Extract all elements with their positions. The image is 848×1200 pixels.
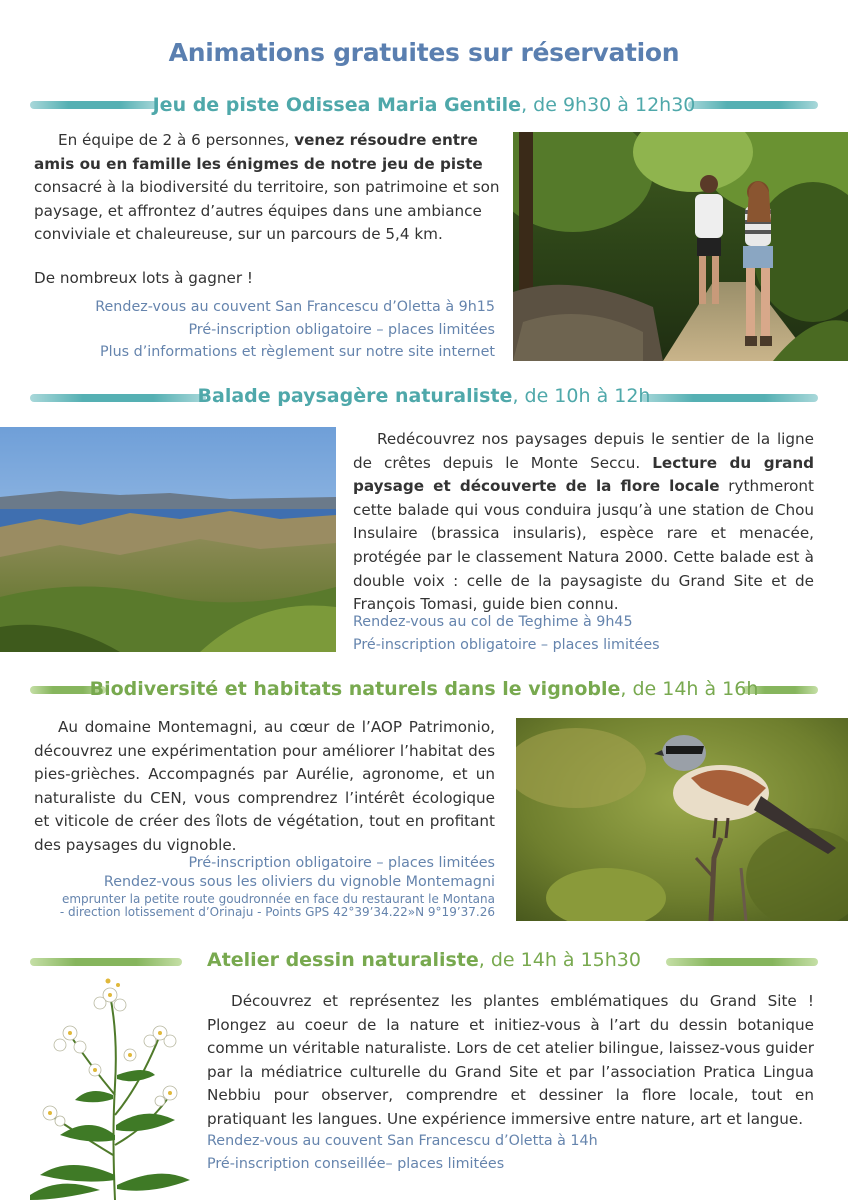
forest-trail-photo [513, 132, 848, 361]
section-1-info [40, 296, 495, 364]
section-2-text-a: Redécouvrez nos paysages depuis le sentier de la ligne de crêtes depuis le Monte Seccu. [353, 430, 814, 472]
section-2-meeting-point: Rendez-vous au col de Teghime à 9h45 [353, 614, 633, 630]
section-1-title-time: , de 9h30 à 12h30 [521, 94, 696, 116]
section-1-text-a: En équipe de 2 à 6 personnes, [58, 131, 295, 149]
section-4-registration: Pré-inscription conseillée– places limitées [207, 1155, 505, 1172]
page-title: Animations gratuites sur réservation [168, 38, 680, 67]
section-3-directions-line-2: - direction lotissement d’Orinaju - Points GPS 42°39’34.22»N 9°19’37.26 [59, 904, 495, 919]
section-3-title [0, 677, 848, 701]
section-4-title [0, 948, 848, 972]
section-1-title-name: Jeu de piste Odissea Maria Gentile [152, 94, 522, 116]
section-1-text-c: consacré à la biodiversité du territoire, son patrimoine et son paysage, et affrontez d’autres équipes dans une ambiance conviviale et chaleureuse, sur un parcours de 5,4 km. [34, 178, 500, 244]
section-2-text-bold: Lecture du grand paysage et découverte de la flore locale [353, 453, 815, 496]
botanical-flower-illustration [20, 975, 200, 1200]
section-3-paragraph: Au domaine Montemagni, au cœur de l’AOP Patrimonio, découvrez une expérimentation pour améliorer l’habitat des pies-grièches. Accompagnés par Aurélie, agronome, et un naturaliste du CEN, vous comprendrez l’intérêt écologique et viticole de créer des îlots de végétation, tout en profitant des paysages du vignoble. [34, 718, 495, 854]
section-1-more-info: Plus d’informations et règlement sur notre site internet [99, 344, 495, 361]
section-2-title [0, 384, 848, 408]
section-2-title-time: , de 10h à 12h [512, 385, 651, 407]
section-2-title-name: Balade paysagère naturaliste [197, 385, 513, 407]
section-3-meeting-point: Rendez-vous sous les oliviers du vignoble Montemagni [103, 874, 495, 890]
section-4-title-name: Atelier dessin naturaliste [207, 949, 479, 971]
section-1-meeting-point: Rendez-vous au couvent San Francescu d’Oletta à 9h15 [95, 299, 495, 315]
section-2-registration: Pré-inscription obligatoire – places limitées [353, 636, 660, 653]
mountain-landscape-photo [0, 427, 336, 652]
section-2-info [353, 611, 814, 656]
section-1-title [0, 93, 848, 117]
section-3-directions-line-1: emprunter la petite route goudronnée en face du restaurant le Montana [61, 892, 495, 906]
section-4-meeting-point: Rendez-vous au couvent San Francescu d’Oletta à 14h [207, 1133, 598, 1149]
section-3-directions [20, 893, 495, 918]
section-1-text-bold: venez résoudre entre amis ou en famille les énigmes de notre jeu de piste [34, 131, 483, 173]
section-3-title-time: , de 14h à 16h [620, 678, 759, 700]
section-2-text-c: rythmeront cette balade qui vous conduira jusqu’à une station de Chou Insulaire (brassica insularis), espèce rare et menacée, protégée par le classement Natura 2000. Cette balade est à double voix : celle de la paysagiste du Grand Site et de François Tomasi, guide bien connu. [353, 477, 815, 614]
section-2-paragraph [353, 428, 814, 617]
shrike-bird-photo [516, 718, 848, 921]
section-1-paragraph [34, 129, 500, 247]
section-1-prizes: De nombreux lots à gagner ! [34, 269, 253, 287]
section-1-registration: Pré-inscription obligatoire – places limitées [188, 321, 495, 338]
section-3-title-name: Biodiversité et habitats naturels dans le vignoble [89, 678, 621, 700]
section-3-registration: Pré-inscription obligatoire – places limitées [188, 855, 495, 871]
section-4-paragraph: Découvrez et représentez les plantes emblématiques du Grand Site ! Plongez au coeur de la nature et initiez-vous à l’art du dessin botanique comme un véritable naturaliste. Lors de cet atelier bilingue, laissez-vous guider par la médiatrice culturelle du Grand Site et par l’association Pratica Lingua Nebbiu pour observer, comprendre et dessiner la flore locale, tout en pratiquant les langues. Une expérience immersive entre nature, art et langue. [207, 992, 814, 1128]
section-3-info [40, 854, 495, 892]
section-4-info [207, 1130, 807, 1175]
section-4-title-time: , de 14h à 15h30 [478, 949, 641, 971]
